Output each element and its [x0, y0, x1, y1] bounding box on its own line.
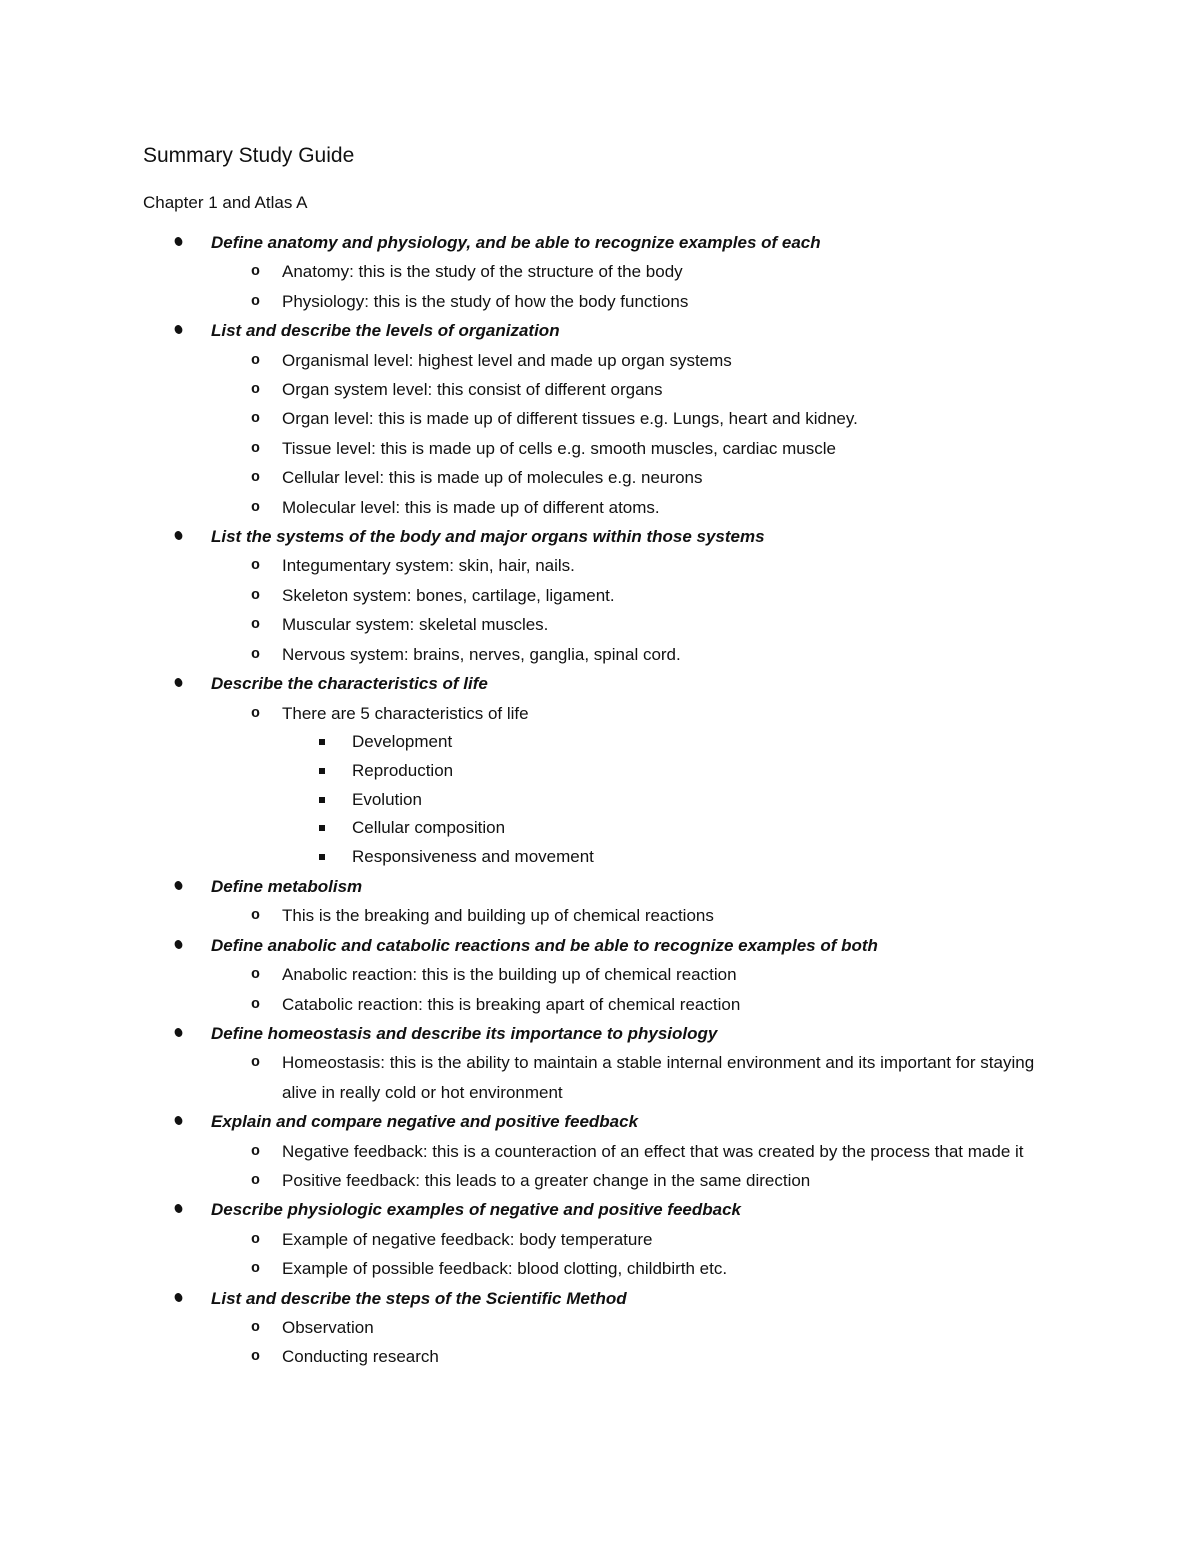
topic-heading: Explain and compare negative and positive feedback — [211, 1112, 639, 1132]
list-item — [143, 1137, 1063, 1166]
list-item — [143, 287, 1063, 316]
list-item-text: There are 5 characteristics of life — [282, 703, 529, 723]
list-item-text: Anabolic reaction: this is the building up of chemical reaction — [282, 965, 737, 985]
item-list — [143, 346, 1063, 522]
list-item — [143, 434, 1063, 463]
circle-bullet-icon: o — [251, 645, 261, 663]
list-item — [143, 640, 1063, 669]
topic-item — [143, 1284, 1063, 1372]
list-item — [143, 551, 1063, 580]
topic-item — [143, 1107, 1063, 1195]
circle-bullet-icon: o — [251, 557, 261, 575]
square-bullet-icon — [319, 797, 325, 803]
list-item-text: Example of negative feedback: body temperature — [282, 1229, 653, 1249]
item-list — [143, 901, 1063, 930]
topic-item — [143, 669, 1063, 872]
item-list — [143, 1048, 1063, 1107]
topic-heading: Describe physiologic examples of negative and positive feedback — [211, 1200, 742, 1220]
topic-heading: Define anabolic and catabolic reactions and be able to recognize examples of both — [211, 935, 878, 955]
list-item-text: Muscular system: skeletal muscles. — [282, 615, 549, 635]
list-item-text: Organ level: this is made up of different tissues e.g. Lungs, heart and kidney. — [282, 409, 858, 429]
item-list — [143, 699, 1063, 872]
list-item — [143, 1166, 1063, 1195]
list-item-text: Catabolic reaction: this is breaking apart of chemical reaction — [282, 994, 741, 1014]
circle-bullet-icon: o — [251, 381, 261, 399]
list-item-text: Cellular level: this is made up of molecules e.g. neurons — [282, 468, 703, 488]
circle-bullet-icon: o — [251, 995, 261, 1013]
document-body — [143, 140, 1063, 1372]
sub-list-item — [143, 843, 1063, 872]
topic-item — [143, 228, 1063, 316]
list-item — [143, 257, 1063, 286]
circle-bullet-icon: o — [251, 616, 261, 634]
item-list — [143, 960, 1063, 1019]
circle-bullet-icon: o — [251, 1171, 261, 1189]
list-item-text: Positive feedback: this leads to a greater change in the same direction — [282, 1170, 811, 1190]
list-item — [143, 990, 1063, 1019]
circle-bullet-icon: o — [251, 586, 261, 604]
topic-item — [143, 1195, 1063, 1283]
circle-bullet-icon: o — [251, 1230, 261, 1248]
circle-bullet-icon: o — [251, 292, 261, 310]
list-item-text: Conducting research — [282, 1347, 439, 1367]
sub-list-item-text: Reproduction — [352, 760, 454, 780]
circle-bullet-icon: o — [251, 704, 261, 722]
sub-list-item-text: Cellular composition — [352, 818, 506, 838]
circle-bullet-icon: o — [251, 469, 261, 487]
list-item-text: This is the breaking and building up of chemical reactions — [282, 906, 714, 926]
list-item-text: Anatomy: this is the study of the structure of the body — [282, 262, 683, 282]
square-bullet-icon — [319, 825, 325, 831]
list-item — [143, 1048, 1063, 1107]
topic-item — [143, 1019, 1063, 1107]
list-item-text: Example of possible feedback: blood clotting, childbirth etc. — [282, 1259, 728, 1279]
topic-item — [143, 872, 1063, 931]
circle-bullet-icon: o — [251, 498, 261, 516]
list-item — [143, 346, 1063, 375]
list-item-text: Tissue level: this is made up of cells e.g. smooth muscles, cardiac muscle — [282, 438, 836, 458]
list-item-text: Homeostasis: this is the ability to maintain a stable internal environment and its important for staying alive in really cold or hot environment — [282, 1053, 1035, 1102]
circle-bullet-icon: o — [251, 410, 261, 428]
sub-list-item-text: Development — [352, 731, 453, 751]
topic-heading: List and describe the steps of the Scientific Method — [211, 1288, 627, 1308]
sub-list-item — [143, 728, 1063, 757]
list-item-text: Nervous system: brains, nerves, ganglia, spinal cord. — [282, 644, 681, 664]
list-item-text: Organismal level: highest level and made up organ systems — [282, 350, 732, 370]
topic-list — [143, 228, 1063, 1372]
circle-bullet-icon: o — [251, 439, 261, 457]
list-item — [143, 1342, 1063, 1371]
sub-list-item-text: Evolution — [352, 789, 422, 809]
chapter-subtitle: Chapter 1 and Atlas A — [143, 193, 308, 212]
list-item — [143, 901, 1063, 930]
square-bullet-icon — [319, 739, 325, 745]
circle-bullet-icon: o — [251, 966, 261, 984]
list-item-text: Negative feedback: this is a counteraction of an effect that was created by the process that made it — [282, 1141, 1024, 1161]
sub-list-item — [143, 757, 1063, 786]
item-list — [143, 551, 1063, 669]
sub-list-item — [143, 814, 1063, 843]
list-item — [143, 960, 1063, 989]
item-list — [143, 1137, 1063, 1196]
list-item — [143, 581, 1063, 610]
topic-heading: Describe the characteristics of life — [211, 674, 488, 694]
list-item-text: Molecular level: this is made up of different atoms. — [282, 497, 660, 517]
list-item-text: Physiology: this is the study of how the body functions — [282, 291, 689, 311]
circle-bullet-icon: o — [251, 907, 261, 925]
topic-item — [143, 522, 1063, 669]
list-item — [143, 1254, 1063, 1283]
circle-bullet-icon: o — [251, 1318, 261, 1336]
list-item — [143, 1225, 1063, 1254]
list-item — [143, 1313, 1063, 1342]
list-item-text: Skeleton system: bones, cartilage, ligament. — [282, 585, 615, 605]
list-item-text: Integumentary system: skin, hair, nails. — [282, 556, 575, 576]
list-item — [143, 404, 1063, 433]
topic-heading: Define metabolism — [211, 876, 363, 896]
circle-bullet-icon: o — [251, 1260, 261, 1278]
topic-heading: List the systems of the body and major organs within those systems — [211, 527, 765, 547]
list-item — [143, 699, 1063, 872]
topic-heading: List and describe the levels of organization — [211, 321, 560, 341]
circle-bullet-icon: o — [251, 1054, 261, 1072]
item-list — [143, 257, 1063, 316]
square-bullet-icon — [319, 854, 325, 860]
list-item-text: Organ system level: this consist of different organs — [282, 380, 663, 400]
document-title: Summary Study Guide — [143, 144, 355, 167]
subitem-list — [282, 728, 1063, 872]
topic-item — [143, 931, 1063, 1019]
topic-item — [143, 316, 1063, 522]
list-item — [143, 610, 1063, 639]
sub-list-item — [143, 786, 1063, 815]
circle-bullet-icon: o — [251, 1142, 261, 1160]
circle-bullet-icon: o — [251, 351, 261, 369]
square-bullet-icon — [319, 768, 325, 774]
list-item — [143, 493, 1063, 522]
circle-bullet-icon: o — [251, 263, 261, 281]
item-list — [143, 1225, 1063, 1284]
topic-heading: Define anatomy and physiology, and be able to recognize examples of each — [211, 233, 821, 252]
list-item — [143, 375, 1063, 404]
list-item — [143, 463, 1063, 492]
list-item-text: Observation — [282, 1317, 374, 1337]
circle-bullet-icon: o — [251, 1348, 261, 1366]
sub-list-item-text: Responsiveness and movement — [352, 847, 594, 867]
topic-heading: Define homeostasis and describe its importance to physiology — [211, 1023, 718, 1043]
item-list — [143, 1313, 1063, 1372]
